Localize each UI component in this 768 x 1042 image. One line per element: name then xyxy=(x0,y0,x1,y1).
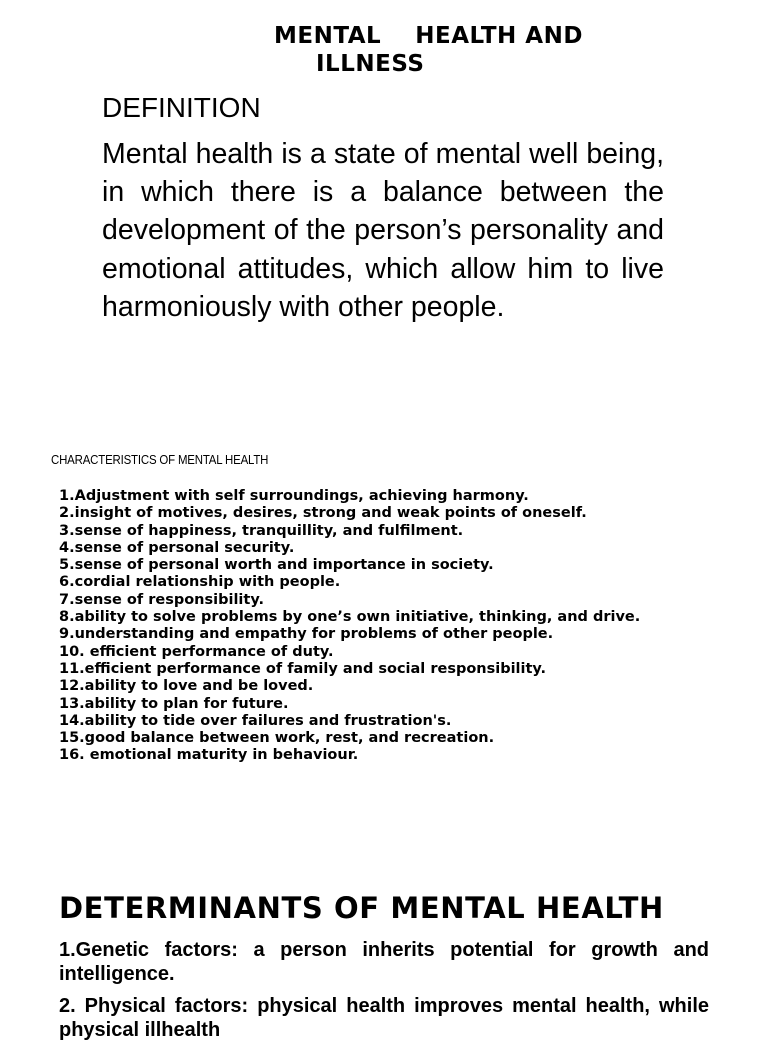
list-item: 6.cordial relationship with people. xyxy=(59,574,341,591)
list-item: 2.insight of motives, desires, strong and weak points of oneself. xyxy=(59,505,587,522)
page-title-line-1: MENTAL HEALTH AND xyxy=(274,23,583,49)
determinants-heading: DETERMINANTS OF MENTAL HEALTH xyxy=(59,891,664,925)
determinant-paragraph: 2. Physical factors: physical health improves mental health, while physical illhealth xyxy=(59,995,709,1041)
characteristics-list xyxy=(59,488,640,765)
list-item: 10. efficient performance of duty. xyxy=(59,643,334,660)
list-item: 9.understanding and empathy for problems of other people. xyxy=(59,626,554,643)
determinant-paragraph: 1.Genetic factors: a person inherits potential for growth and intelligence. xyxy=(59,939,709,985)
list-item: 7.sense of responsibility. xyxy=(59,591,264,608)
list-item: 1.Adjustment with self surroundings, achieving harmony. xyxy=(59,488,529,504)
page-title xyxy=(240,22,640,78)
list-item: 12.ability to love and be loved. xyxy=(59,678,314,695)
list-item: 4.sense of personal security. xyxy=(59,539,295,556)
list-item: 14.ability to tide over failures and frustration's. xyxy=(59,712,452,729)
list-item: 8.ability to solve problems by one’s own initiative, thinking, and drive. xyxy=(59,609,641,626)
list-item: 5.sense of personal worth and importance in society. xyxy=(59,557,494,574)
characteristics-heading: CHARACTERISTICS OF MENTAL HEALTH xyxy=(51,452,269,467)
definition-heading: DEFINITION xyxy=(102,92,261,123)
definition-body: Mental health is a state of mental well being, in which there is a balance between the development of the person’s personality and emotional attitudes, which allow him to live harmoniously with other people. xyxy=(102,138,664,323)
page-title-line-2: ILLNESS xyxy=(316,51,425,77)
list-item: 15.good balance between work, rest, and recreation. xyxy=(59,730,495,747)
list-item: 16. emotional maturity in behaviour. xyxy=(59,747,359,764)
list-item: 3.sense of happiness, tranquillity, and fulfilment. xyxy=(59,522,464,539)
list-item: 11.efficient performance of family and social responsibility. xyxy=(59,660,547,677)
list-item: 13.ability to plan for future. xyxy=(59,695,289,712)
